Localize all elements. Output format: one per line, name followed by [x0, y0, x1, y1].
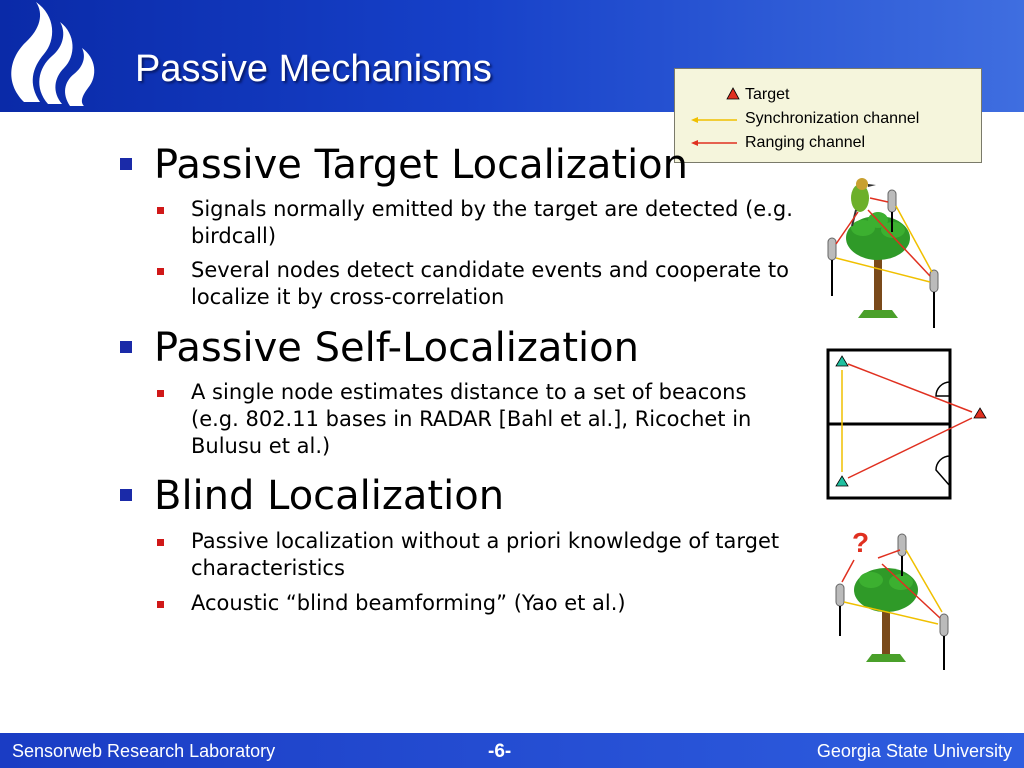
- ranging-arrow: [878, 550, 900, 558]
- microphone-icon: [940, 614, 948, 670]
- sub-bullet-text: Acoustic “blind beamforming” (Yao et al.): [191, 591, 626, 615]
- slide-footer: [0, 733, 1024, 768]
- university-flame-logo-icon: [4, 2, 108, 110]
- footer-university-name: Georgia State University: [816, 741, 1012, 761]
- tree-icon: [854, 568, 918, 662]
- bullet-marker: [120, 158, 132, 170]
- page-number: -6-: [488, 741, 512, 762]
- arrow-left-icon: [675, 108, 745, 130]
- microphone-icon: [836, 584, 844, 636]
- sub-bullet-marker: [157, 207, 164, 214]
- microphone-icon: [898, 534, 906, 576]
- sub-bullet-marker: [157, 601, 164, 608]
- sub-bullet-marker: [157, 390, 164, 397]
- footer-lab-name: Sensorweb Research Laboratory: [12, 741, 276, 761]
- blind-localization-figure: [826, 520, 956, 676]
- slide-title: Passive Mechanisms: [135, 48, 492, 90]
- question-mark: ?: [852, 527, 870, 558]
- passive-target-localization-figure: [818, 168, 948, 334]
- sub-bullet-text: Passive localization without a priori knowledge of target characteristics: [191, 529, 780, 580]
- tree-icon: [846, 212, 910, 318]
- bullet-heading: Passive Target Localization: [154, 142, 689, 188]
- sub-bullet-marker: [157, 539, 164, 546]
- ranging-arrow: [842, 560, 854, 582]
- legend-label: Target: [745, 86, 790, 103]
- legend-box: [674, 68, 982, 163]
- ranging-arrow: [870, 198, 888, 202]
- legend-label: Synchronization channel: [745, 110, 920, 127]
- sub-bullet-text: Signals normally emitted by the target are detected (e.g. birdcall): [191, 197, 793, 248]
- legend-item-ranging: [675, 132, 981, 154]
- bullet-heading: Blind Localization: [154, 473, 505, 519]
- sub-bullet-marker: [157, 268, 164, 275]
- triangle-icon: [675, 84, 745, 106]
- passive-self-localization-figure: [822, 346, 994, 502]
- target-triangle-icon: [974, 408, 986, 418]
- bullet-marker: [120, 489, 132, 501]
- bullet-heading: Passive Self-Localization: [154, 325, 639, 371]
- legend-item-target: [675, 84, 981, 106]
- microphone-icon: [930, 270, 938, 328]
- microphone-icon: [828, 238, 836, 296]
- legend-label: Ranging channel: [745, 134, 866, 151]
- legend-item-sync: [675, 108, 981, 130]
- bullet-marker: [120, 341, 132, 353]
- sub-bullet-text: Several nodes detect candidate events and cooperate to localize it by cross-correlation: [191, 258, 789, 309]
- sub-bullet-text: A single node estimates distance to a set of beacons (e.g. 802.11 bases in RADAR [Bahl et al.], Ricochet in Bulusu et al.): [191, 380, 752, 458]
